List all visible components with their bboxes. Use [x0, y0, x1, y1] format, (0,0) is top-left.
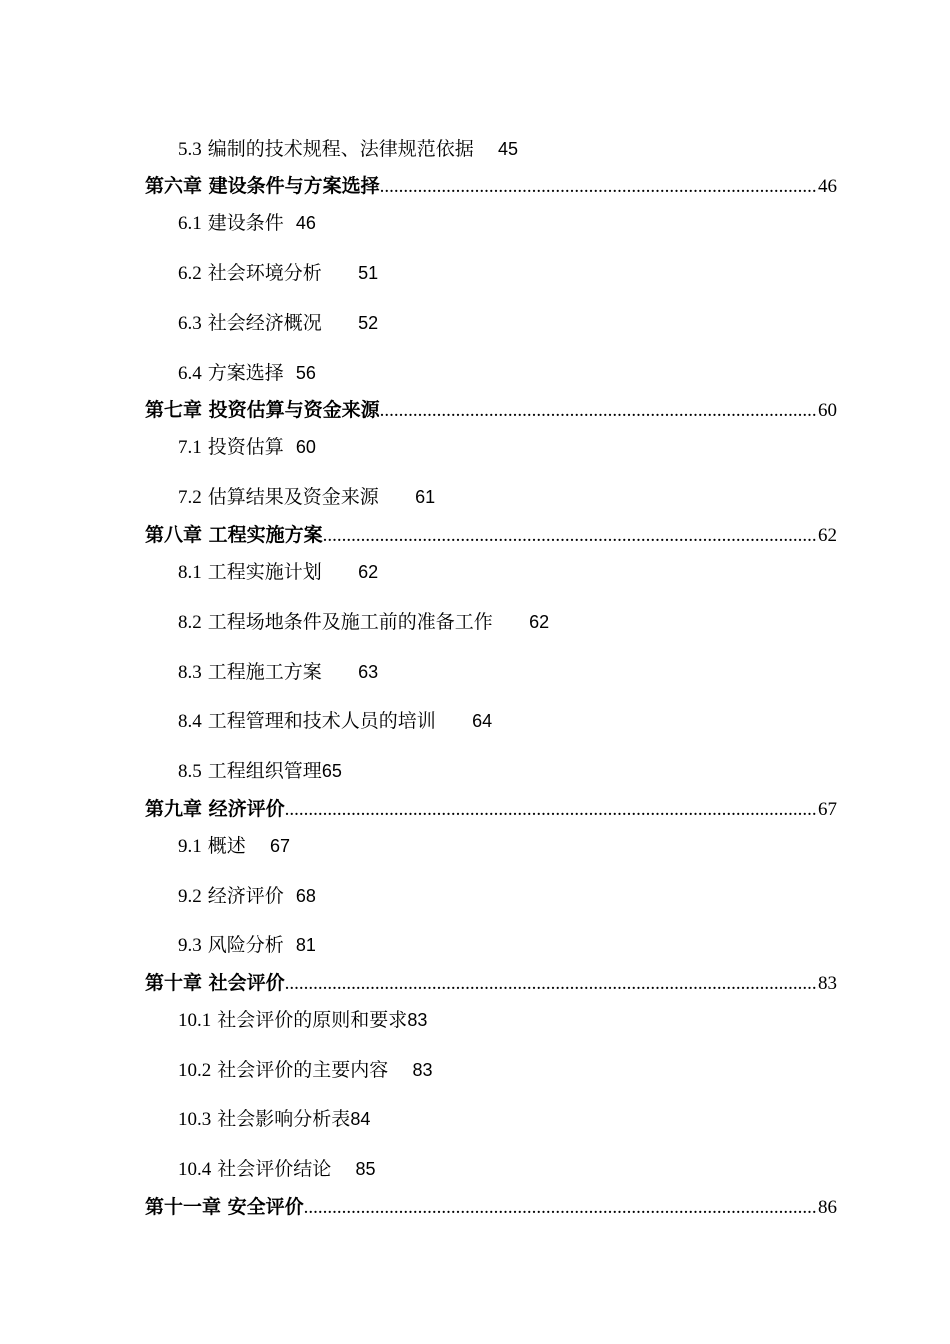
- toc-entry-title: 投资估算: [207, 436, 284, 458]
- toc-entry-page: 56: [295, 363, 316, 383]
- toc-chapter-10[interactable]: [145, 970, 837, 996]
- toc-entry-title: 社会评价的主要内容: [217, 1059, 389, 1081]
- toc-entry-number: 6.2: [178, 263, 202, 284]
- toc-entry-page: 52: [358, 313, 379, 333]
- toc-entry-page: 61: [415, 487, 436, 507]
- toc-dot-leader: [285, 797, 818, 823]
- toc-entry-title: 工程管理和技术人员的培训: [207, 710, 436, 732]
- toc-chapter-title: 第十章 社会评价: [145, 972, 285, 994]
- toc-entry-page: 62: [358, 562, 379, 582]
- toc-entry-title: 估算结果及资金来源: [207, 486, 379, 508]
- toc-entry-number: 6.1: [178, 213, 202, 234]
- toc-entry-page: 51: [358, 263, 379, 283]
- toc-entry-number: 6.4: [178, 363, 202, 384]
- toc-entry-number: 7.1: [178, 437, 202, 458]
- toc-entry-number: 9.3: [178, 935, 202, 956]
- toc-entry-page: 60: [295, 437, 316, 457]
- toc-chapter-9[interactable]: [145, 796, 837, 822]
- toc-dot-leader: [285, 971, 818, 997]
- toc-entry-number: 10.4: [178, 1159, 212, 1180]
- toc-entry-10-1[interactable]: [178, 1008, 427, 1032]
- toc-entry-title: 社会评价的原则和要求: [217, 1009, 408, 1031]
- toc-chapter-page: 60: [818, 400, 837, 421]
- toc-entry-page: 63: [358, 662, 379, 682]
- toc-entry-page: 83: [407, 1010, 428, 1030]
- toc-chapter-title: 第六章 建设条件与方案选择: [145, 175, 380, 197]
- toc-entry-page: 84: [350, 1109, 371, 1129]
- toc-entry-number: 8.2: [178, 612, 202, 633]
- toc-entry-6-4[interactable]: [178, 361, 316, 385]
- toc-chapter-page: 67: [818, 799, 837, 820]
- toc-entry-8-2[interactable]: [178, 610, 549, 634]
- toc-entry-page: 62: [529, 612, 550, 632]
- toc-dot-leader: [380, 174, 818, 200]
- toc-entry-title: 建设条件: [207, 212, 284, 234]
- toc-entry-title: 工程组织管理: [207, 760, 322, 782]
- toc-chapter-page: 62: [818, 525, 837, 546]
- toc-entry-10-2[interactable]: [178, 1058, 433, 1082]
- toc-chapter-7[interactable]: [145, 397, 837, 423]
- toc-entry-7-2[interactable]: [178, 485, 435, 509]
- toc-dot-leader: [304, 1195, 818, 1221]
- toc-entry-title: 社会影响分析表: [217, 1108, 351, 1130]
- toc-chapter-page: 83: [818, 973, 837, 994]
- toc-entry-10-4[interactable]: [178, 1157, 376, 1181]
- toc-entry-number: 8.3: [178, 662, 202, 683]
- toc-entry-9-2[interactable]: [178, 884, 316, 908]
- toc-entry-page: 64: [472, 711, 493, 731]
- toc-chapter-page: 46: [818, 176, 837, 197]
- toc-entry-page: 85: [355, 1159, 376, 1179]
- toc-entry-number: 7.2: [178, 487, 202, 508]
- toc-entry-title: 编制的技术规程、法律规范依据: [207, 138, 474, 160]
- toc-entry-title: 工程施工方案: [207, 661, 322, 683]
- toc-entry-number: 5.3: [178, 139, 202, 160]
- toc-chapter-title: 第七章 投资估算与资金来源: [145, 399, 380, 421]
- toc-chapter-8[interactable]: [145, 522, 837, 548]
- toc-entry-title: 方案选择: [207, 362, 284, 384]
- toc-entry-title: 风险分析: [207, 934, 284, 956]
- toc-entry-title: 社会环境分析: [207, 262, 322, 284]
- toc-entry-number: 6.3: [178, 313, 202, 334]
- toc-entry-page: 68: [295, 886, 316, 906]
- toc-chapter-title: 第十一章 安全评价: [145, 1196, 304, 1218]
- toc-entry-number: 9.2: [178, 886, 202, 907]
- toc-chapter-page: 86: [818, 1197, 837, 1218]
- toc-entry-page: 83: [412, 1060, 433, 1080]
- toc-entry-8-5[interactable]: [178, 759, 342, 783]
- toc-entry-8-3[interactable]: [178, 660, 378, 684]
- toc-dot-leader: [323, 523, 818, 549]
- toc-entry-7-1[interactable]: [178, 435, 316, 459]
- toc-entry-8-1[interactable]: [178, 560, 378, 584]
- toc-entry-number: 8.4: [178, 711, 202, 732]
- toc-entry-6-1[interactable]: [178, 211, 316, 235]
- toc-dot-leader: [380, 398, 818, 424]
- toc-entry-10-3[interactable]: [178, 1107, 370, 1131]
- toc-entry-number: 10.1: [178, 1010, 212, 1031]
- toc-entry-number: 9.1: [178, 836, 202, 857]
- toc-entry-number: 8.5: [178, 761, 202, 782]
- toc-entry-title: 工程场地条件及施工前的准备工作: [207, 611, 493, 633]
- toc-entry-title: 社会评价结论: [217, 1158, 332, 1180]
- toc-entry-6-2[interactable]: [178, 261, 378, 285]
- toc-entry-number: 8.1: [178, 562, 202, 583]
- toc-entry-page: 81: [295, 935, 316, 955]
- toc-entry-page: 65: [321, 761, 342, 781]
- toc-entry-title: 概述: [207, 835, 246, 857]
- toc-entry-title: 社会经济概况: [207, 312, 322, 334]
- toc-entry-title: 工程实施计划: [207, 561, 322, 583]
- toc-entry-page: 45: [497, 139, 519, 159]
- toc-chapter-title: 第九章 经济评价: [145, 798, 285, 820]
- toc-entry-8-4[interactable]: [178, 709, 492, 733]
- toc-entry-title: 经济评价: [207, 885, 284, 907]
- toc-chapter-11[interactable]: [145, 1194, 837, 1220]
- toc-chapter-title: 第八章 工程实施方案: [145, 524, 323, 546]
- toc-entry-6-3[interactable]: [178, 311, 378, 335]
- toc-entry-9-3[interactable]: [178, 933, 316, 957]
- toc-chapter-6[interactable]: [145, 173, 837, 199]
- toc-entry-page: 46: [295, 213, 316, 233]
- toc-entry-page: 67: [269, 836, 291, 856]
- toc-entry-number: 10.2: [178, 1060, 212, 1081]
- toc-entry-number: 10.3: [178, 1109, 212, 1130]
- toc-entry-9-1[interactable]: [178, 834, 290, 858]
- toc-entry-5-3[interactable]: [178, 137, 518, 161]
